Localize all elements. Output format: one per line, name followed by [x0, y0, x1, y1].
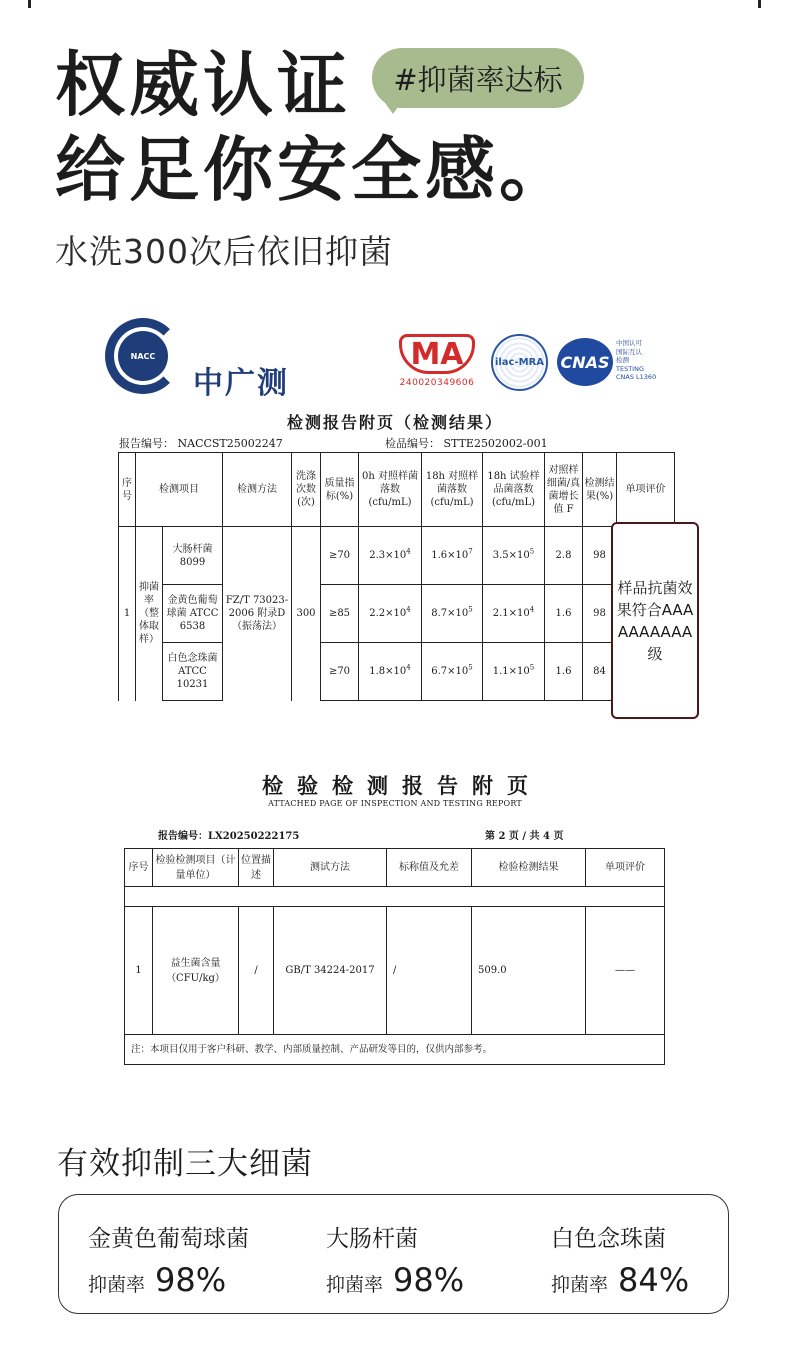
report1-title: 检测报告附页（检测结果）	[286, 413, 503, 432]
table-row	[125, 907, 665, 1035]
report1-report-no: 报告编号： NACCST25002247	[119, 437, 283, 450]
bacteria-name: 大肠杆菌 8099	[163, 527, 223, 585]
row-wash: 300	[292, 527, 321, 701]
header-growth: 对照样细菌/真菌增长值 F	[545, 453, 583, 527]
nacc-logo	[105, 318, 305, 401]
cnas-info: 中国认可 国际互认 检测 TESTING CNAS L1360	[616, 339, 657, 381]
header-wash: 洗涤次数(次)	[292, 453, 321, 527]
header-eval: 单项评价	[586, 849, 665, 887]
ma-logo	[396, 334, 478, 392]
evaluation-callout	[611, 522, 699, 719]
stat-label: 抑菌率	[551, 1274, 609, 1296]
report2-table	[124, 848, 665, 1065]
bacteria-name: 白色念珠菌 ATCC 10231	[163, 643, 223, 701]
header-result: 检验检测结果	[472, 849, 586, 887]
cell-18h-test: $1.1\times 10^5$	[483, 643, 545, 701]
header-18h-test: 18h 试验样品菌落数(cfu/mL)	[483, 453, 545, 527]
row-seq: 1	[119, 527, 136, 701]
bacteria-name: 金黄色葡萄球菌 ATCC 6538	[163, 585, 223, 643]
header-seq: 序号	[119, 453, 136, 527]
row-standard: /	[387, 907, 472, 1035]
cell-growth: 1.6	[545, 643, 583, 701]
headline-line-2: 给足你安全感。	[55, 129, 573, 211]
cell-growth: 1.6	[545, 585, 583, 643]
cell-result: 98	[583, 527, 617, 585]
header-seq: 序号	[125, 849, 153, 887]
header-quality: 质量指标(%)	[321, 453, 359, 527]
note-row	[125, 1035, 665, 1065]
cell-18h-control: $1.6\times 10^7$	[422, 527, 483, 585]
row-method: FZ/T 73023-2006 附录D（振荡法）	[223, 527, 292, 701]
stat-value: 98%	[393, 1261, 465, 1299]
row-category: 抑菌率（整体取样）	[136, 527, 163, 701]
cell-0h: $2.3\times 10^4$	[359, 527, 422, 585]
report1-table	[118, 452, 675, 701]
report2-title: 检验检测报告附页	[262, 773, 542, 798]
spacer-cell	[125, 887, 665, 907]
nacc-badge: NACC	[118, 331, 168, 381]
cell-quality: ≥70	[321, 643, 359, 701]
stat-name: 白色念珠菌	[551, 1226, 666, 1252]
stat-name: 金黄色葡萄球菌	[88, 1226, 249, 1252]
row-item: 益生菌含量（CFU/kg）	[153, 907, 239, 1035]
report2-report-no: 报告编号：LX20250222175	[158, 831, 300, 842]
spacer-row	[125, 887, 665, 907]
report2-note: 注：本项目仅用于客户科研、教学、内部质量控制、产品研发等目的，仅供内部参考。	[125, 1035, 665, 1065]
header-position: 位置描述	[239, 849, 274, 887]
header-standard: 标称值及允差	[387, 849, 472, 887]
header-method: 检测方法	[223, 453, 292, 527]
header-18h-control: 18h 对照样菌落数(cfu/mL)	[422, 453, 483, 527]
ilac-mra-logo: ilac-MRA	[491, 334, 548, 391]
report1-header-row	[119, 453, 675, 527]
header-item: 检验检测项目（计量单位）	[153, 849, 239, 887]
cell-18h-test: $2.1\times 10^4$	[483, 585, 545, 643]
row-result: 509.0	[472, 907, 586, 1035]
table-row	[119, 527, 675, 585]
cell-18h-control: $8.7\times 10^5$	[422, 585, 483, 643]
stat-item	[88, 1220, 249, 1299]
evaluation-text: 样品抗菌效果符合AAAAAAAAAA级	[616, 578, 694, 663]
stat-item	[551, 1220, 689, 1299]
row-eval: ——	[586, 907, 665, 1035]
stat-label: 抑菌率	[326, 1274, 384, 1296]
stat-label: 抑菌率	[88, 1274, 146, 1296]
stat-value: 98%	[155, 1261, 227, 1299]
corner-mark-left	[28, 0, 31, 8]
cell-growth: 2.8	[545, 527, 583, 585]
ma-number: 240020349606	[399, 378, 475, 388]
summary-title: 有效抑制三大细菌	[57, 1146, 313, 1182]
report2-subtitle: ATTACHED PAGE OF INSPECTION AND TESTING REPORT	[268, 799, 522, 808]
row-method: GB/T 34224-2017	[274, 907, 387, 1035]
header-0h: 0h 对照样菌落数(cfu/mL)	[359, 453, 422, 527]
header-item: 检测项目	[136, 453, 223, 527]
cell-quality: ≥70	[321, 527, 359, 585]
header-result: 检测结果(%)	[583, 453, 617, 527]
cell-quality: ≥85	[321, 585, 359, 643]
cell-18h-test: $3.5\times 10^5$	[483, 527, 545, 585]
header-eval: 单项评价	[617, 453, 675, 527]
corner-mark-right	[758, 0, 761, 8]
tag-badge-tail	[383, 100, 403, 114]
stat-value: 84%	[618, 1261, 690, 1299]
table-row	[119, 643, 675, 701]
cell-result: 84	[583, 643, 617, 701]
cell-result: 98	[583, 585, 617, 643]
report2-page: 第 2 页 / 共 4 页	[485, 831, 564, 842]
cell-18h-control: $6.7\times 10^5$	[422, 643, 483, 701]
tag-badge: #抑菌率达标	[372, 48, 584, 108]
subline: 水洗300次后依旧抑菌	[55, 232, 393, 271]
row-position: /	[239, 907, 274, 1035]
row-seq: 1	[125, 907, 153, 1035]
header-method: 测试方法	[274, 849, 387, 887]
headline-line-1: 权威认证	[55, 44, 351, 126]
cnas-logo: CNAS	[557, 338, 613, 386]
table-row	[119, 585, 675, 643]
nacc-name: 中广测	[193, 366, 289, 401]
cell-0h: $1.8\times 10^4$	[359, 643, 422, 701]
report1-sample-no: 检品编号： STTE2502002-001	[385, 437, 548, 450]
stat-item	[326, 1220, 464, 1299]
stat-name: 大肠杆菌	[326, 1226, 418, 1252]
report2-header-row	[125, 849, 665, 887]
ma-mark: MA	[399, 334, 475, 374]
cell-0h: $2.2\times 10^4$	[359, 585, 422, 643]
